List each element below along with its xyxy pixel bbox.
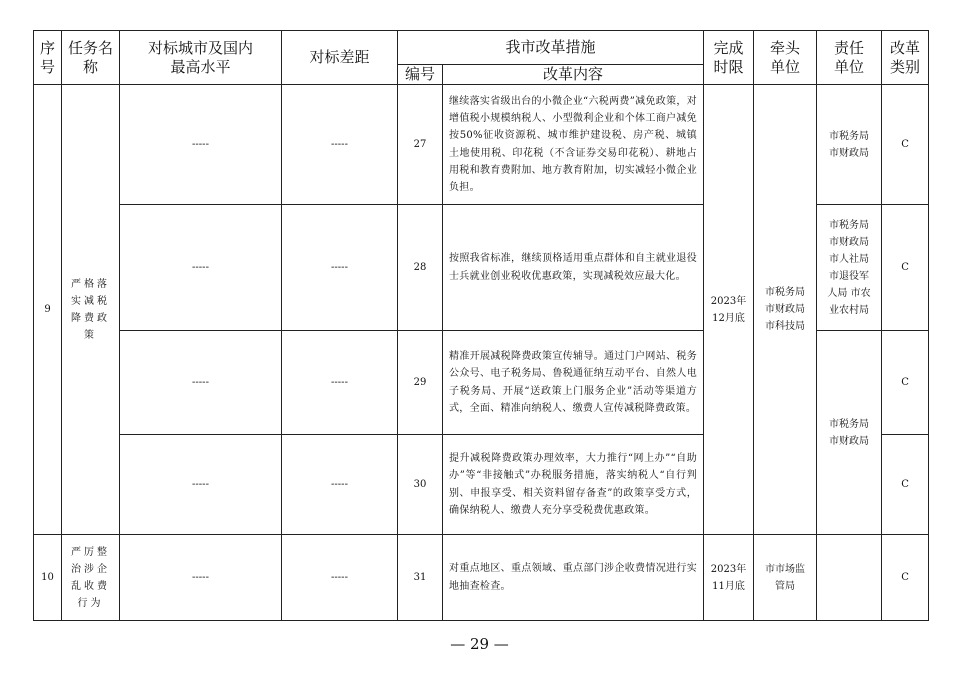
lead-unit-cell: 市税务局 市财政局 市科技局 bbox=[754, 85, 817, 535]
measure-content: 按照我省标准，继续顶格适用重点群体和自主就业退役士兵就业创业税收优惠政策，实现减税效应最大化。 bbox=[443, 205, 704, 331]
benchmark-cell: ----- bbox=[120, 331, 282, 435]
task-seq: 10 bbox=[34, 535, 62, 621]
category-cell: C bbox=[882, 85, 929, 205]
task-seq: 9 bbox=[34, 85, 62, 535]
gap-cell: ----- bbox=[282, 85, 398, 205]
header-number: 编号 bbox=[398, 65, 443, 85]
category-cell: C bbox=[882, 205, 929, 331]
header-resp-unit: 责任单位 bbox=[817, 31, 882, 85]
measure-content: 继续落实省级出台的小微企业“六税两费”减免政策，对增值税小规模纳税人、小型微利企业和个体工商户减免按50%征收资源税、城市维护建设税、房产税、城镇土地使用税、印花税（不含证券交易印花税）、耕地占用税和教育费附加、地方教育附加，切实减轻小微企业负担。 bbox=[443, 85, 704, 205]
measure-number: 28 bbox=[398, 205, 443, 331]
measure-number: 31 bbox=[398, 535, 443, 621]
task-name: 严厉整治涉企乱收费行为 bbox=[62, 535, 120, 621]
measure-content: 提升减税降费政策办理效率，大力推行“网上办”“自助办”等“非接触式”办税服务措施，落实纳税人“自行判别、申报享受、相关资料留存备查”的政策享受方式，确保纳税人、缴费人充分享受税费优惠政策。 bbox=[443, 435, 704, 535]
header-task-name: 任务名称 bbox=[62, 31, 120, 85]
resp-unit-cell: 市税务局 市财政局 bbox=[817, 85, 882, 205]
benchmark-cell: ----- bbox=[120, 85, 282, 205]
table-row bbox=[34, 535, 929, 621]
resp-unit-cell: 市税务局 市财政局 市人社局 市退役军人局 市农业农村局 bbox=[817, 205, 882, 331]
header-deadline: 完成时限 bbox=[704, 31, 754, 85]
header-benchmark: 对标城市及国内最高水平 bbox=[120, 31, 282, 85]
page-number: — 29 — bbox=[450, 635, 509, 653]
category-cell: C bbox=[882, 535, 929, 621]
task-name: 严格落实减税降费政策 bbox=[62, 85, 120, 535]
measure-content: 对重点地区、重点领域、重点部门涉企收费情况进行实地抽查检查。 bbox=[443, 535, 704, 621]
gap-cell: ----- bbox=[282, 205, 398, 331]
benchmark-cell: ----- bbox=[120, 535, 282, 621]
category-cell: C bbox=[882, 331, 929, 435]
category-cell: C bbox=[882, 435, 929, 535]
header-lead-unit: 牵头单位 bbox=[754, 31, 817, 85]
header-category: 改革类别 bbox=[882, 31, 929, 85]
measure-number: 30 bbox=[398, 435, 443, 535]
header-content: 改革内容 bbox=[443, 65, 704, 85]
gap-cell: ----- bbox=[282, 535, 398, 621]
header-measures: 我市改革措施 bbox=[398, 31, 704, 65]
benchmark-cell: ----- bbox=[120, 435, 282, 535]
lead-unit-cell: 市市场监管局 bbox=[754, 535, 817, 621]
header-seq: 序号 bbox=[34, 31, 62, 85]
deadline-cell: 2023年12月底 bbox=[704, 85, 754, 535]
gap-cell: ----- bbox=[282, 435, 398, 535]
reform-table bbox=[33, 30, 929, 621]
table-row bbox=[34, 85, 929, 205]
benchmark-cell: ----- bbox=[120, 205, 282, 331]
measure-number: 27 bbox=[398, 85, 443, 205]
measure-number: 29 bbox=[398, 331, 443, 435]
resp-unit-cell: 市税务局 市财政局 bbox=[817, 331, 882, 535]
resp-unit-cell bbox=[817, 535, 882, 621]
gap-cell: ----- bbox=[282, 331, 398, 435]
measure-content: 精准开展减税降费政策宣传辅导。通过门户网站、税务公众号、电子税务局、鲁税通征纳互动平台、自然人电子税务局、开展“送政策上门服务企业”活动等渠道方式，全面、精准向纳税人、缴费人宣传减税降费政策。 bbox=[443, 331, 704, 435]
deadline-cell: 2023年11月底 bbox=[704, 535, 754, 621]
header-gap: 对标差距 bbox=[282, 31, 398, 85]
